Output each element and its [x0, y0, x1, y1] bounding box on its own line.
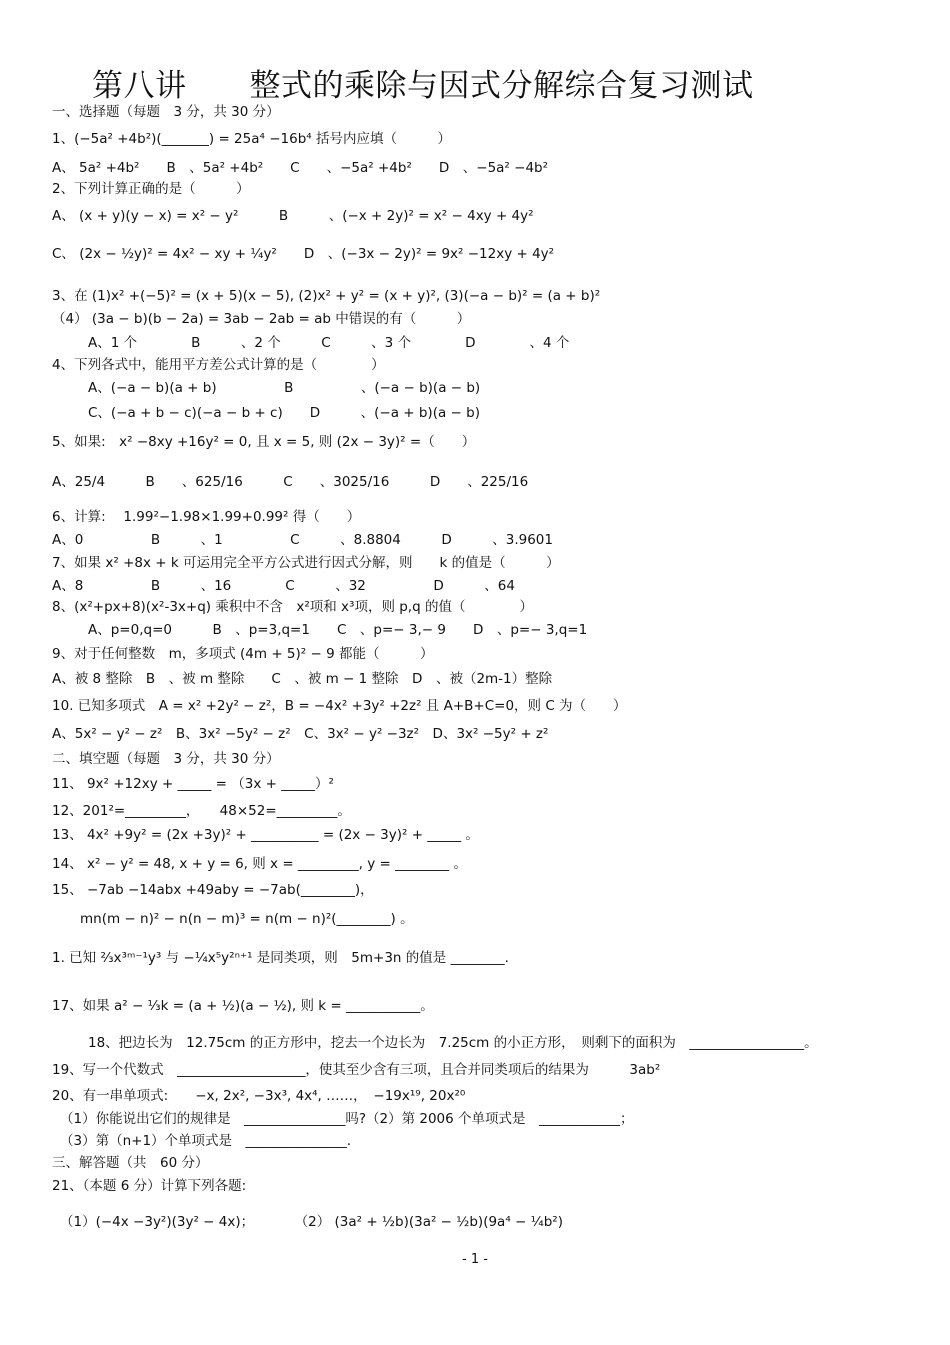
section-3-heading: 三、解答题（共 60 分）: [52, 1155, 209, 1171]
question-18: 18、把边长为 12.75cm 的正方形中，挖去一个边长为 7.25cm 的小正方形， 则剩下的面积为 _________________。: [88, 1035, 818, 1051]
question-13: 13、 4x² +9y² = (2x +3y)² + __________ = (2x − 3y)² + _____ 。: [52, 827, 479, 843]
question-20-part-3: （3）第（n+1）个单项式是 _______________.: [60, 1133, 352, 1149]
question-1-options: A、 5a² +4b² B 、5a² +4b² C 、−5a² +4b² D 、−5a² −4b²: [52, 160, 549, 176]
question-17: 17、如果 a² − ⅓k = (a + ½)(a − ½), 则 k = ___________。: [52, 998, 434, 1014]
question-15-line-2: mn(m − n)² − n(n − m)³ = n(m − n)²(________) 。: [80, 911, 414, 927]
question-20-part-1-2: （1）你能说出它们的规律是 _______________吗?（2）第 2006 个单项式是 ____________；: [60, 1111, 634, 1127]
question-3-line-2: （4） (3a − b)(b − 2a) = 3ab − 2ab = ab 中错误的有（ ）: [52, 311, 471, 327]
question-20: 20、有一串单项式: −x, 2x², −3x³, 4x⁴, ……， −19x¹⁹, 20x²⁰: [52, 1088, 466, 1104]
question-19: 19、写一个代数式 ___________________，使其至少含有三项，且合并同类项后的结果为 3ab²: [52, 1062, 661, 1078]
question-6: 6、计算: 1.99²−1.98×1.99+0.99² 得（ ）: [52, 509, 361, 525]
question-21-parts: （1）(−4x −3y²)(3y² − 4x)； （2） (3a² + ½b)(3a² − ½b)(9a⁴ − ¼b²): [60, 1214, 563, 1230]
section-2-heading: 二、填空题（每题 3 分，共 30 分）: [52, 751, 280, 767]
question-14: 14、 x² − y² = 48, x + y = 6, 则 x = _________, y = ________ 。: [52, 856, 467, 872]
question-15-line-1: 15、 −7ab −14abx +49aby = −7ab(________)，: [52, 882, 374, 898]
question-5-options: A、25/4 B 、625/16 C 、3025/16 D 、225/16: [52, 474, 529, 490]
question-3-options: A、1 个 B 、2 个 C 、3 个 D 、4 个: [88, 335, 570, 351]
question-16: 1. 已知 ⅔x³ᵐ⁻¹y³ 与 −¼x⁵y²ⁿ⁺¹ 是同类项，则 5m+3n 的值是 ________.: [52, 950, 509, 966]
question-2-options-ab: A、 (x + y)(y − x) = x² − y² B 、(−x + 2y)² = x² − 4xy + 4y²: [52, 208, 534, 224]
question-10-options: A、5x² − y² − z² B、3x² −5y² − z² C、3x² − y² −3z² D、3x² −5y² + z²: [52, 726, 549, 742]
question-21: 21、（本题 6 分）计算下列各题:: [52, 1178, 247, 1194]
question-3: 3、在 (1)x² +(−5)² = (x + 5)(x − 5), (2)x² + y² = (x + y)², (3)(−a − b)² = (a + b)²: [52, 288, 601, 304]
question-7: 7、如果 x² +8x + k 可运用完全平方公式进行因式分解，则 k 的值是（ ）: [52, 555, 560, 571]
question-4-options-cd: C、(−a + b − c)(−a − b + c) D 、(−a + b)(a − b): [88, 405, 480, 421]
page-title: 第八讲 整式的乘除与因式分解综合复习测试: [92, 68, 754, 104]
question-4: 4、下列各式中，能用平方差公式计算的是（ ）: [52, 357, 385, 373]
question-1: 1、(−5a² +4b²)(_______) = 25a⁴ −16b⁴ 括号内应填（ ）: [52, 131, 451, 147]
question-9: 9、对于任何整数 m，多项式 (4m + 5)² − 9 都能（ ）: [52, 646, 434, 662]
question-2: 2、下列计算正确的是（ ）: [52, 181, 250, 197]
question-9-options: A、被 8 整除 B 、被 m 整除 C 、被 m − 1 整除 D 、被（2m-1）整除: [52, 671, 553, 687]
question-7-options: A、8 B 、16 C 、32 D 、64: [52, 578, 515, 594]
question-2-options-cd: C、 (2x − ½y)² = 4x² − xy + ¼y² D 、(−3x − 2y)² = 9x² −12xy + 4y²: [52, 246, 555, 262]
page-number: - 1 -: [462, 1252, 488, 1267]
question-8: 8、(x²+px+8)(x²-3x+q) 乘积中不含 x²项和 x³项，则 p,q 的值（ ）: [52, 599, 533, 615]
question-11: 11、 9x² +12xy + _____ = （3x + _____）²: [52, 776, 334, 792]
question-5: 5、如果: x² −8xy +16y² = 0, 且 x = 5, 则 (2x − 3y)² =（ ）: [52, 434, 476, 450]
question-6-options: A、0 B 、1 C 、8.8804 D 、3.9601: [52, 532, 553, 548]
question-8-options: A、p=0,q=0 B 、p=3,q=1 C 、p=− 3,− 9 D 、p=− 3,q=1: [88, 622, 588, 638]
section-1-heading: 一、选择题（每题 3 分，共 30 分）: [52, 104, 280, 120]
question-10: 10. 已知多项式 A = x² +2y² − z²，B = −4x² +3y² +2z² 且 A+B+C=0，则 C 为（ ）: [52, 698, 627, 714]
question-4-options-ab: A、(−a − b)(a + b) B 、(−a − b)(a − b): [88, 380, 481, 396]
question-12: 12、201²=_________， 48×52=_________。: [52, 803, 351, 819]
